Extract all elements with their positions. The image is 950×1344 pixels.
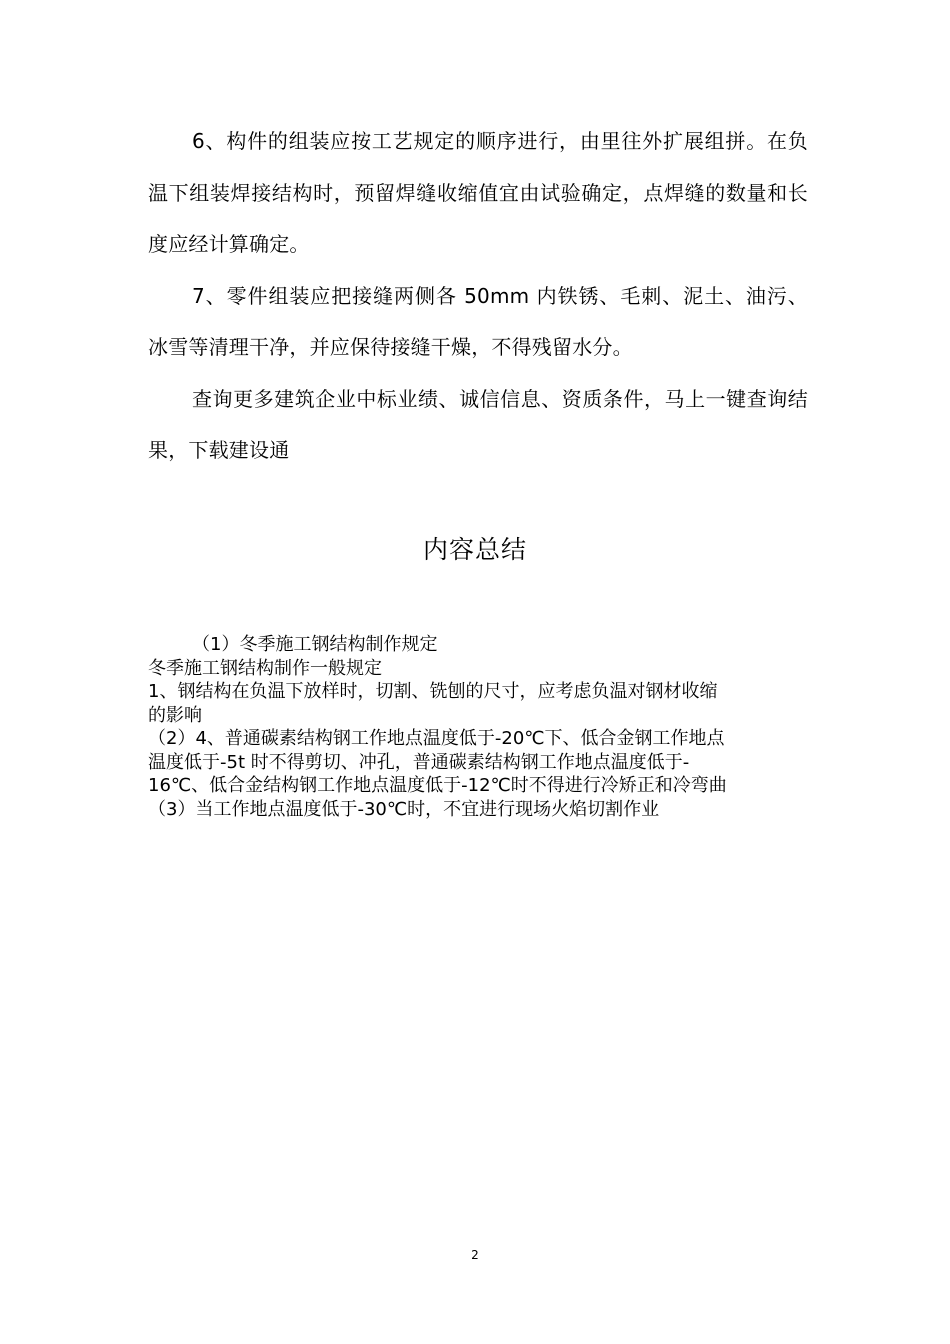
summary-line: （3）当工作地点温度低于-30℃时，不宜进行现场火焰切割作业 <box>148 798 660 820</box>
summary-line: 1、钢结构在负温下放样时，切割、铣刨的尺寸，应考虑负温对钢材收缩 <box>148 681 718 702</box>
summary-content <box>148 633 808 821</box>
summary-line: （1）冬季施工钢结构制作规定 <box>192 634 438 655</box>
summary-line: 冬季施工钢结构制作一般规定 <box>148 657 382 679</box>
body-text <box>148 116 808 477</box>
page-number: 2 <box>471 1248 479 1262</box>
paragraph-component-assembly: 6、构件的组装应按工艺规定的顺序进行，由里往外扩展组拼。在负温下组装焊接结构时，预留焊缝收缩值宜由试验确定，点焊缝的数量和长度应经计算确定。 <box>148 129 808 256</box>
paragraph-part-assembly: 7、零件组装应把接缝两侧各 50mm 内铁锈、毛刺、泥土、油污、冰雪等清理干净，并应保待接缝干燥，不得残留水分。 <box>148 283 808 359</box>
summary-line: 16℃、低合金结构钢工作地点温度低于-12℃时不得进行冷矫正和冷弯曲 <box>148 775 727 796</box>
summary-title: 内容总结 <box>422 535 527 564</box>
paragraph-promo: 查询更多建筑企业中标业绩、诚信信息、资质条件，马上一键查询结果，下载建设通 <box>148 386 808 462</box>
summary-line: 的影响 <box>148 704 202 726</box>
summary-line: 温度低于-5t 时不得剪切、冲孔，普通碳素结构钢工作地点温度低于- <box>148 751 690 773</box>
summary-line: （2）4、普通碳素结构钢工作地点温度低于-20℃下、低合金钢工作地点 <box>148 728 725 749</box>
